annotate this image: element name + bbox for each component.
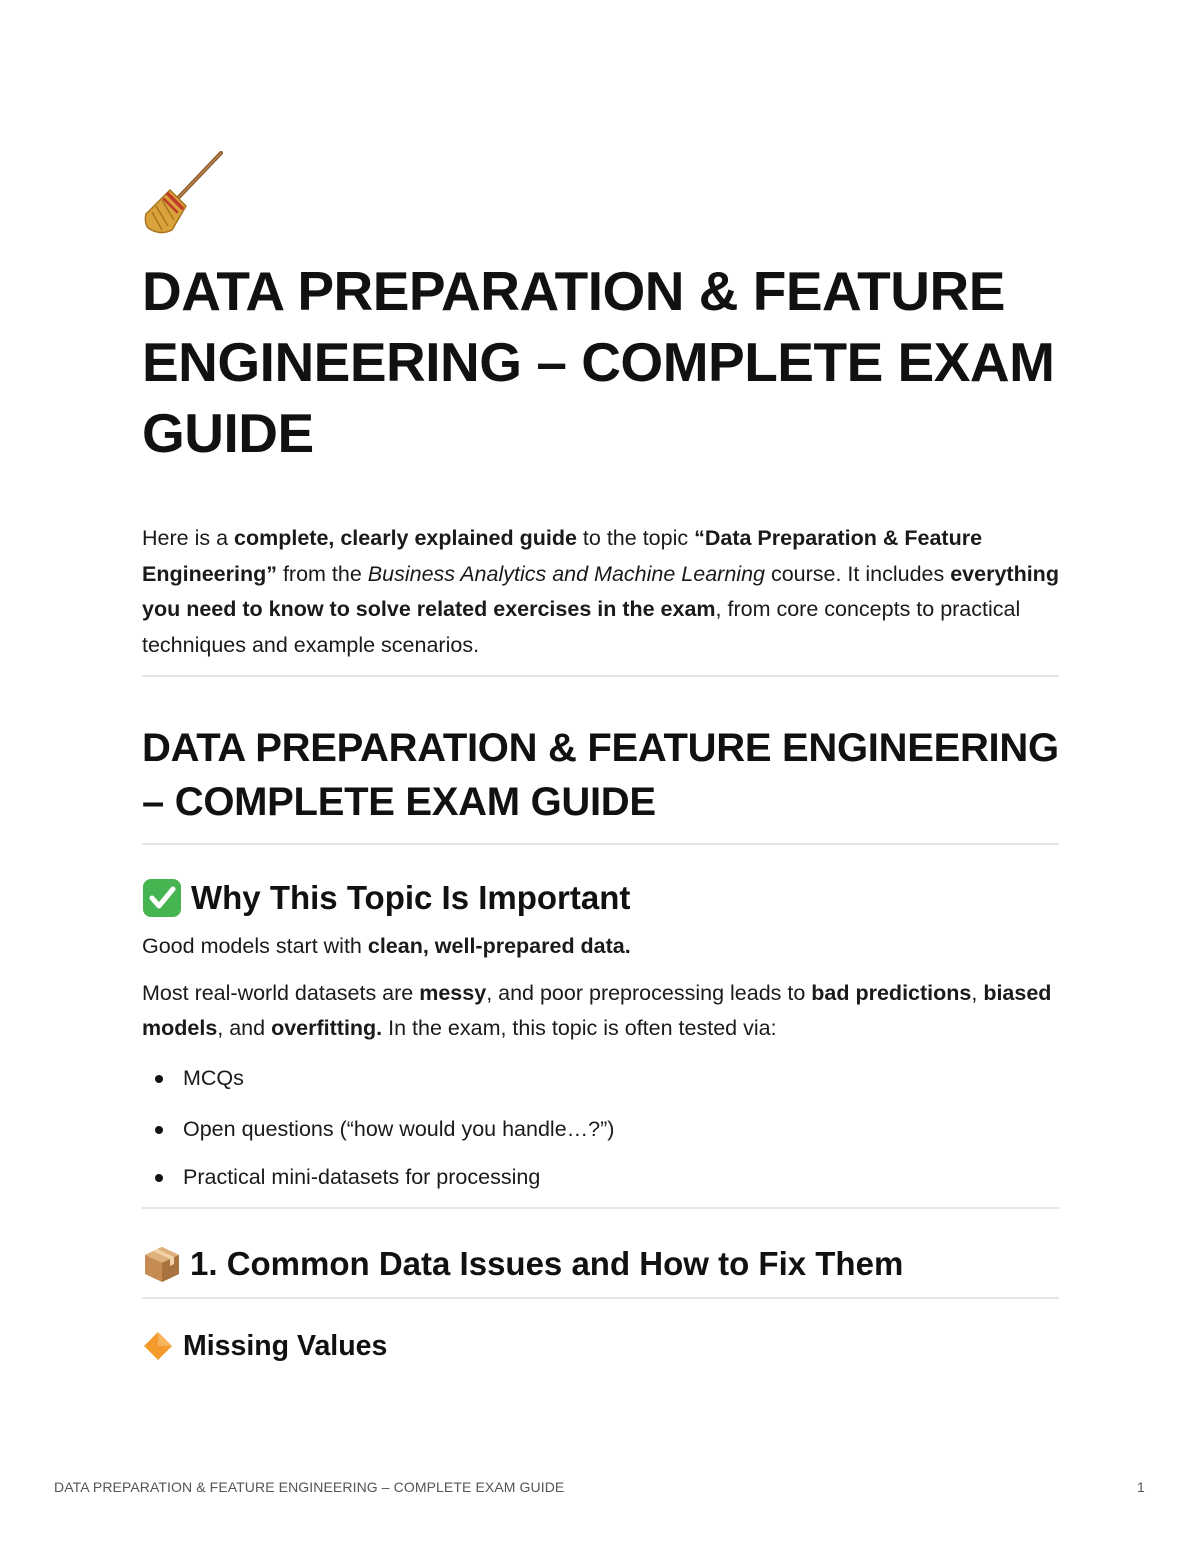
common-issues-heading-text: 1. Common Data Issues and How to Fix Them xyxy=(190,1244,904,1282)
missing-values-heading-text: Missing Values xyxy=(183,1329,388,1362)
why-paragraph-1: Good models start with clean, well-prepared data. xyxy=(142,934,631,958)
list-item: Practical mini-datasets for processing xyxy=(142,1161,1059,1193)
list-item: MCQs xyxy=(142,1062,1059,1094)
divider xyxy=(142,675,1059,677)
page-content xyxy=(142,150,1059,1365)
intro-paragraph: Here is a complete, clearly explained guide to the topic “Data Preparation & Feature Engineering” from the Business Analytics and Machine Learning course. It includes everything you need to know to solve related exercises in the exam, from core concepts to practical techniques and example scenarios. xyxy=(142,526,1059,657)
footer-title: DATA PREPARATION & FEATURE ENGINEERING – COMPLETE EXAM GUIDE xyxy=(54,1479,565,1495)
section-title: DATA PREPARATION & FEATURE ENGINEERING – COMPLETE EXAM GUIDE xyxy=(142,726,1059,824)
common-issues-heading xyxy=(142,1243,1059,1285)
bullet-dot xyxy=(155,1126,163,1134)
broom-icon xyxy=(142,150,226,236)
page-title: DATA PREPARATION & FEATURE ENGINEERING – COMPLETE EXAM GUIDE xyxy=(142,260,1055,464)
bullet-dot xyxy=(155,1075,163,1083)
bullet-dot xyxy=(155,1174,163,1182)
exam-format-list xyxy=(142,1062,1059,1193)
why-paragraph-2: Most real-world datasets are messy, and poor preprocessing leads to bad predictions, biased models, and overfitting. In the exam, this topic is often tested via: xyxy=(142,980,1052,1040)
check-mark-button-icon xyxy=(142,878,182,918)
divider xyxy=(142,1297,1059,1299)
why-important-heading-text: Why This Topic Is Important xyxy=(191,879,631,916)
divider xyxy=(142,843,1059,845)
why-important-heading xyxy=(142,877,1059,919)
list-item: Open questions (“how would you handle…?”) xyxy=(142,1113,1059,1145)
package-box-icon xyxy=(142,1244,182,1284)
missing-values-heading xyxy=(142,1327,1059,1365)
footer-page-number: 1 xyxy=(1137,1479,1145,1495)
orange-diamond-icon xyxy=(142,1330,174,1362)
divider xyxy=(142,1207,1059,1209)
